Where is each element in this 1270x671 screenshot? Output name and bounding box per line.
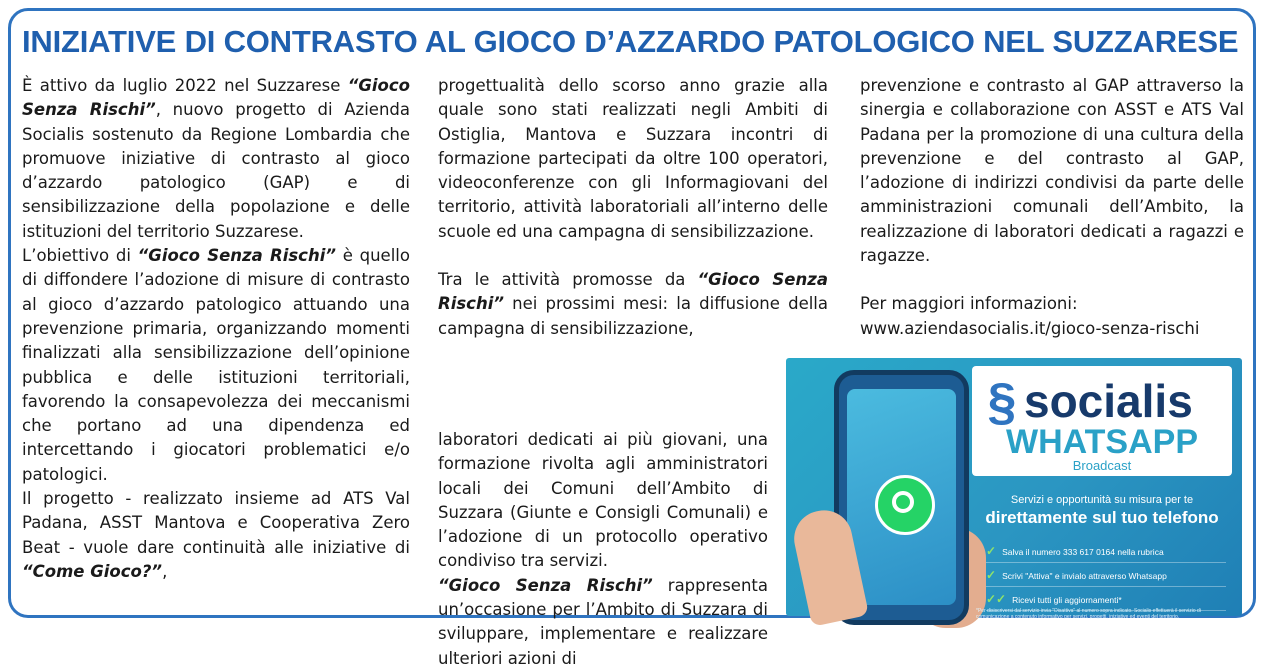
check-icon: ✓✓: [986, 592, 1007, 606]
paragraph-activities-continued: laboratori dedicati ai più giovani, una formazione rivolta agli amministratori locali dei Comuni dell’Ambito di Suzzara (Giunte e Consigli Comunali) e l’adozione di un protocollo operativo condiviso tra servizi.: [438, 430, 768, 571]
column-2: [438, 74, 828, 341]
check-icon: ✓: [986, 544, 997, 558]
paragraph-prevention: prevenzione e contrasto al GAP attraverso la sinergia e collaborazione con ASST e ATS Val Padana per la promozione di una cultura della prevenzione e del contrasto al GAP, l’adozione di indirizzi condivisi da parte delle amministrazioni comunali dell’Ambito, la realizzazione di laboratori dedicati a ragazzi e ragazze.: [860, 76, 1244, 266]
check-icon: ✓: [986, 568, 997, 582]
paragraph-previous-results: progettualità dello scorso anno grazie alla quale sono stati realizzati negli Ambiti di Ostiglia, Mantova e Suzzara incontri di formazione partecipati da oltre 100 operatori, videoconferenze con gli Informagiovani del territorio, attività laboratoriali all’interno delle scuole ed una campagna di sensibilizzazione.: [438, 76, 828, 241]
previous-project-name: “Come Gioco?”: [22, 561, 163, 581]
paragraph-intro: È attivo da luglio 2022 nel Suzzarese “Gioco Senza Rischi”, nuovo progetto di Azienda Socialis sostenuto da Regione Lombardia che promuove iniziative di contrasto al gioco d’azzardo patologico (GAP) e di sensibilizzazione della popolazione e delle istituzioni del territorio Suzzarese.: [22, 76, 410, 241]
column-2-continued: [438, 428, 768, 671]
brand-name: socialis: [1024, 375, 1193, 427]
paragraph-activities: Tra le attività promosse da “Gioco Senza Rischi” nei prossimi mesi: la diffusione della campagna di sensibilizzazione,: [438, 270, 828, 338]
broadcast-label: Broadcast: [1072, 458, 1132, 473]
ad-steps: [986, 540, 1226, 612]
socialis-whatsapp-ad: [786, 358, 1242, 620]
paragraph-partners: Il progetto - realizzato insieme ad ATS Val Padana, ASST Mantova e Cooperativa Zero Beat - vuole dare continuità alle iniziative di “Come Gioco?”,: [22, 489, 410, 581]
project-name: “Gioco Senza Rischi”: [438, 270, 828, 314]
ad-tagline: direttamente sul tuo telefono: [985, 508, 1219, 527]
info-url[interactable]: www.aziendasocialis.it/gioco-senza-rischi: [860, 318, 1200, 338]
headline: INIZIATIVE DI CONTRASTO AL GIOCO D’AZZARDO PATOLOGICO NEL SUZZARESE: [22, 24, 1239, 59]
column-3: [860, 74, 1244, 341]
ad-step: ✓✓ Ricevi tutti gli aggiornamenti*: [986, 588, 1226, 611]
socialis-logo: [972, 366, 1232, 476]
ad-step: ✓ Salva il numero 333 617 0164 nella rubrica: [986, 540, 1226, 563]
project-name: “Gioco Senza Rischi”: [137, 246, 336, 266]
paragraph-opportunity: “Gioco Senza Rischi” rappresenta un’occasione per l’Ambito di Suzzara di sviluppare, implementare e realizzare ulteriori azioni di: [438, 575, 768, 668]
column-1: [22, 74, 410, 584]
ad-fine-print: *Per disiscriversi dal servizio invia "Disattiva" al numero sopra indicato. Socialis effettuerà il servizio di comunicazione a contenuto informativo per servizi, progetti, iniziative ed eventi del territorio.: [976, 608, 1201, 620]
hand-holding-phone-illustration: [826, 348, 966, 638]
ad-subtitle: Servizi e opportunità su misura per te: [1010, 494, 1194, 506]
whatsapp-icon: [875, 475, 935, 535]
project-name: “Gioco Senza Rischi”: [438, 575, 653, 595]
ad-step: ✓ Scrivi "Attiva" e invialo attraverso Whatsapp: [986, 564, 1226, 587]
project-name: “Gioco Senza Rischi”: [22, 76, 410, 120]
socialis-s-icon: §: [987, 373, 1017, 431]
whatsapp-title: WHATSAPP: [1005, 423, 1199, 461]
paragraph-objective: L’obiettivo di “Gioco Senza Rischi” è quello di diffondere l’adozione di misure di contrasto al gioco d’azzardo patologico attuando una prevenzione primaria, organizzando momenti finalizzati alla sensibilizzazione dell’opinione pubblica e delle istituzioni territoriali, favorendo la consapevolezza dei meccanismi che portano ad una dipendenza ed intercettando i giocatori problematici e/o patologici.: [22, 246, 410, 484]
info-label: Per maggiori informazioni:: [860, 294, 1078, 314]
